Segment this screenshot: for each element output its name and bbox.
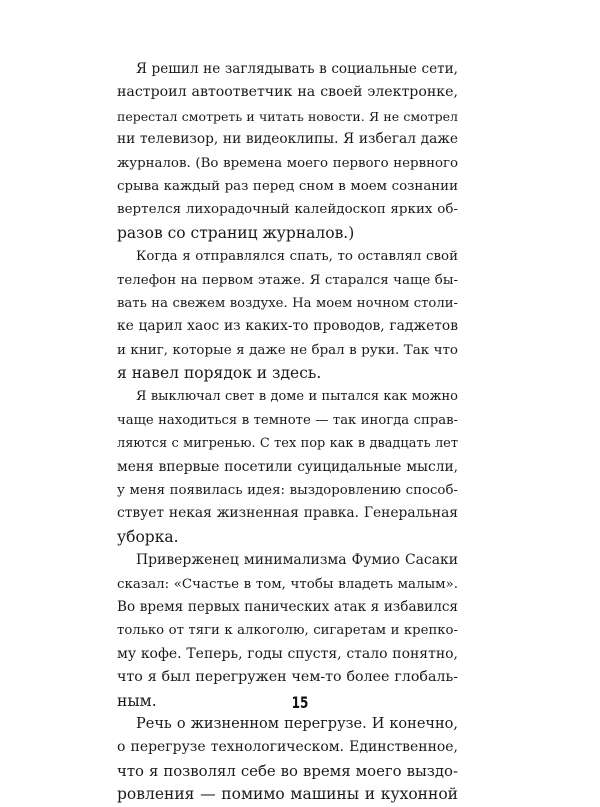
paragraph-2	[117, 245, 458, 385]
text-line: телефон на первом этаже. Я старался чаще бы-	[117, 272, 458, 288]
text-line: ке царил хаос из каких-то проводов, гаджетов	[117, 318, 458, 335]
paragraph-5	[117, 713, 458, 807]
text-line: Я выключал свет в доме и пытался как можно	[136, 389, 458, 405]
paragraph-4	[117, 549, 458, 713]
page-number: 15	[291, 693, 309, 712]
text-line: ровления — помимо машины и кухонной	[117, 785, 458, 804]
text-line: о перегрузе технологическом. Единственное,	[117, 739, 458, 756]
paragraph-1	[117, 58, 458, 245]
text-line: настроил автоответчик на своей электронке,	[117, 84, 458, 101]
text-line: му кофе. Теперь, годы спустя, стало понятно,	[117, 645, 458, 662]
paragraph-3	[117, 385, 458, 549]
text-line: сказал: «Счастье в том, чтобы владеть малым».	[117, 576, 458, 592]
text-line: ным.	[117, 691, 157, 710]
text-line: чаще находиться в темноте — так иногда справ-	[117, 412, 458, 428]
text-line: вертелся лихорадочный калейдоскоп ярких об-	[117, 202, 458, 218]
text-line: ствует некая жизненная правка. Генеральная	[117, 505, 458, 522]
text-line: уборка.	[117, 527, 179, 546]
text-line: Приверженец минимализма Фумио Сасаки	[136, 552, 458, 569]
text-line: только от тяги к алкоголю, сигаретам и крепко-	[117, 623, 458, 639]
text-line: Речь о жизненном перегрузе. И конечно,	[136, 715, 458, 732]
text-line: меня впервые посетили суицидальные мысли,	[117, 458, 458, 475]
text-line: что я позволял себе во время моего выздо-	[117, 761, 458, 780]
text-line: журналов. (Во времена моего первого нервного	[117, 155, 458, 171]
text-line: что я был перегружен чем-то более глобаль-	[117, 669, 458, 686]
text-line: ни телевизор, ни видеоклипы. Я избегал даже	[117, 131, 458, 148]
text-line: и книг, которые я даже не брал в руки. Так что	[117, 342, 458, 358]
text-line: срыва каждый раз перед сном в моем сознании	[117, 178, 458, 194]
text-line: ляются с мигренью. С тех пор как в двадцать лет	[117, 436, 458, 452]
text-line: разов со страниц журналов.)	[117, 223, 355, 242]
text-line: я навел порядок и здесь.	[117, 364, 322, 383]
text-line: вать на свежем воздухе. На моем ночном столи-	[117, 295, 458, 311]
text-line: Когда я отправлялся спать, то оставлял свой	[136, 249, 458, 265]
text-line: Во время первых панических атак я избавился	[117, 598, 458, 615]
text-line: у меня появилась идея: выздоровлению способ-	[117, 483, 458, 499]
text-line: Я решил не заглядывать в социальные сети,	[136, 61, 458, 77]
text-line: перестал смотреть и читать новости. Я не смотрел	[117, 108, 458, 124]
